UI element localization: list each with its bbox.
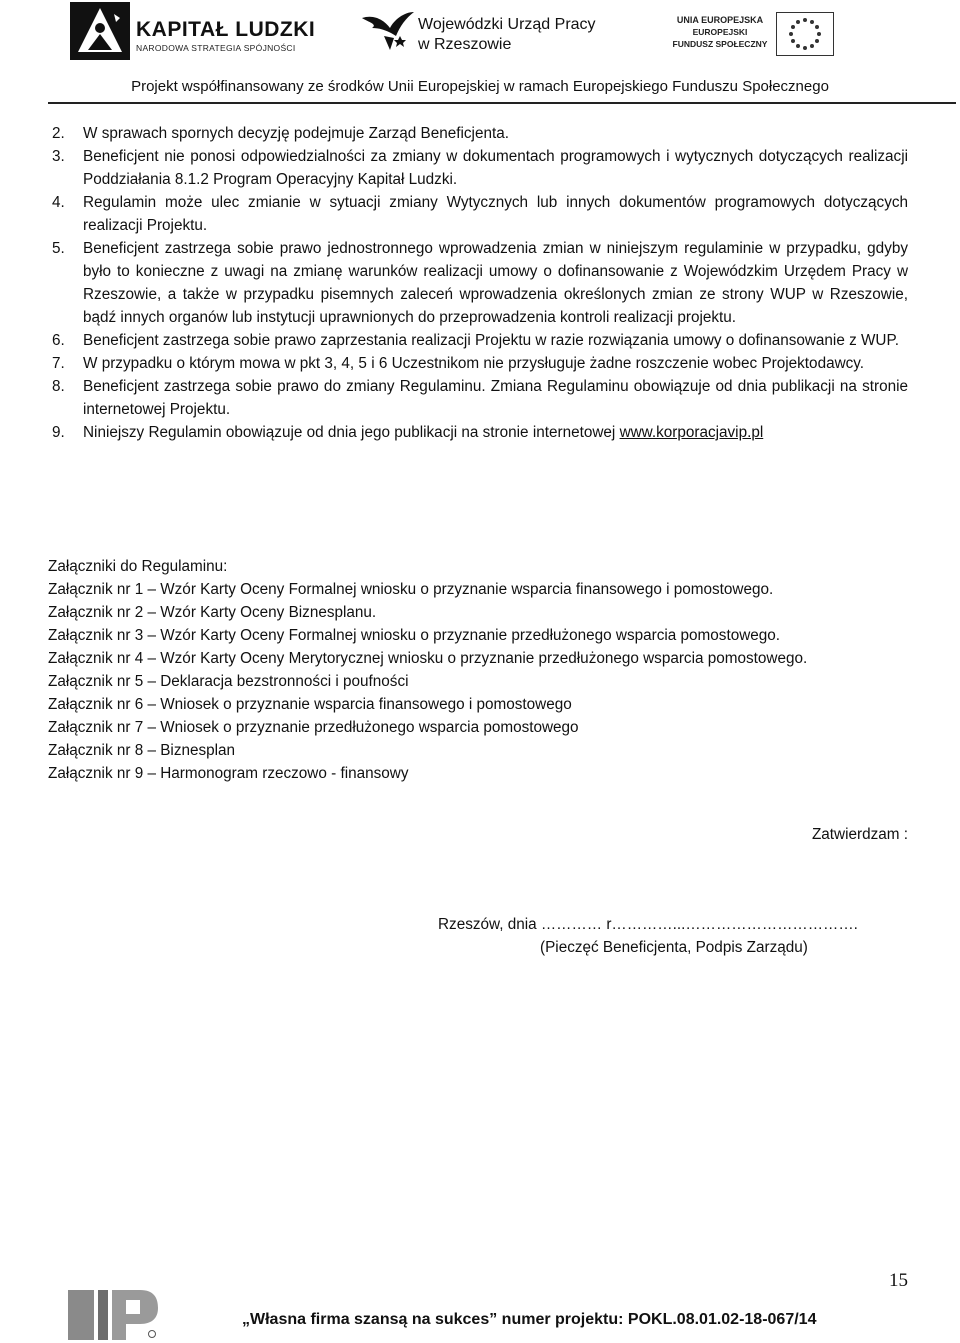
eu-line1: UNIA EUROPEJSKA (676, 15, 764, 25)
attachment-item: Załącznik nr 9 – Harmonogram rzeczowo - finansowy (48, 765, 409, 782)
signature-caption: (Pieczęć Beneficjenta, Podpis Zarządu) (540, 939, 808, 956)
kapital-ludzki-emblem-icon (70, 2, 130, 60)
list-item (48, 237, 908, 329)
place-date-line: Rzeszów, dnia ………… r…………...……………………………. (438, 916, 858, 933)
header-divider (48, 102, 956, 104)
attachment-item: Załącznik nr 2 – Wzór Karty Oceny Biznesplanu. (48, 604, 377, 621)
attachment-item: Załącznik nr 8 – Biznesplan (48, 742, 236, 759)
item-text: W przypadku o którym mowa w pkt 3, 4, 5 i 6 Uczestnikom nie przysługuje żadne roszczenie wobec Projektodawcy. (83, 355, 865, 372)
list-item (48, 421, 908, 444)
item-text: Beneficjent nie ponosi odpowiedzialności za zmiany w dokumentach programowych i wytycznych dotyczących realizacji Poddziałania 8.1.2 Program Operacyjny Kapitał Ludzki. (83, 148, 908, 188)
attachment-item: Załącznik nr 1 – Wzór Karty Oceny Formalnej wniosku o przyznanie wsparcia finansowego i pomostowego. (48, 581, 774, 598)
item-number: 2. (52, 125, 65, 142)
page-header (0, 0, 960, 104)
item-text: Beneficjent zastrzega sobie prawo zaprzestania realizacji Projektu w razie rozwiązania umowy o dofinansowanie z WUP. (83, 332, 899, 349)
attachment-item: Załącznik nr 7 – Wniosek o przyznanie przedłużonego wsparcia pomostowego (48, 719, 579, 736)
project-website-link[interactable]: www.korporacjavip.pl (619, 424, 764, 441)
eu-flag-icon (776, 12, 834, 56)
attachments-heading: Załączniki do Regulaminu: (48, 558, 228, 575)
attachment-item: Załącznik nr 3 – Wzór Karty Oceny Formalnej wniosku o przyznanie przedłużonego wsparcia pomostowego. (48, 627, 781, 644)
kapital-ludzki-title: KAPITAŁ LUDZKI (136, 18, 316, 41)
cofinancing-note: Projekt współfinansowany ze środków Unii Europejskiej w ramach Europejskiego Funduszu Społecznego (131, 78, 829, 95)
provisions-list (48, 122, 908, 444)
list-item (48, 329, 908, 352)
wup-bird-icon (360, 6, 416, 56)
eu-line3: FUNDUSZ SPOŁECZNY (672, 39, 768, 49)
eu-logo (662, 12, 842, 56)
footer-slogan: „Własna firma szansą na sukces” numer projektu: POKL.08.01.02-18-067/14 (242, 1311, 817, 1328)
eu-logo-text (670, 14, 770, 50)
eu-line2: EUROPEJSKI (692, 27, 748, 37)
attachments-section (48, 555, 908, 785)
item-text: Regulamin może ulec zmianie w sytuacji zmiany Wytycznych lub innych dokumentów programowych dotyczących realizacji Projektu. (83, 194, 908, 234)
vip-logo-icon (68, 1284, 160, 1340)
list-item (48, 145, 908, 191)
attachment-item: Załącznik nr 4 – Wzór Karty Oceny Merytorycznej wniosku o przyznanie przedłużonego wsparcia pomostowego. (48, 650, 808, 667)
item-number: 6. (52, 332, 65, 349)
list-item (48, 191, 908, 237)
list-item (48, 122, 908, 145)
wup-logo (360, 6, 610, 56)
item-number: 7. (52, 355, 65, 372)
list-item (48, 375, 908, 421)
approval-label: Zatwierdzam : (811, 826, 908, 843)
item-text: W sprawach spornych decyzję podejmuje Zarząd Beneficjenta. (83, 125, 509, 142)
wup-name-line2: w Rzeszowie (418, 36, 512, 53)
item-text-lead: Niniejszy Regulamin obowiązuje od dnia jego publikacji na stronie internetowej (83, 424, 620, 441)
attachment-item: Załącznik nr 6 – Wniosek o przyznanie wsparcia finansowego i pomostowego (48, 696, 572, 713)
page-number: 15 (889, 1270, 908, 1291)
item-number: 5. (52, 240, 65, 257)
list-item (48, 352, 908, 375)
item-number: 9. (52, 424, 65, 441)
item-number: 8. (52, 378, 65, 395)
item-number: 3. (52, 148, 65, 165)
kapital-ludzki-subtitle: NARODOWA STRATEGIA SPÓJNOŚCI (136, 43, 296, 53)
kapital-ludzki-logo (70, 2, 316, 60)
item-number: 4. (52, 194, 65, 211)
item-text: Beneficjent zastrzega sobie prawo jednostronnego wprowadzenia zmian w niniejszym regulaminie w przypadku, gdyby było to konieczne z uwagi na zmianę warunków realizacji umowy o dofinansowanie z Wojewódzkim Urzędem Pracy w Rzeszowie, a także w przypadku pisemnych zaleceń wprowadzenia określonych zmian ze strony WUP w Rzeszowie, bądź innych organów lub instytucji uprawnionych do przeprowadzenia kontroli realizacji projektu. (83, 240, 908, 326)
attachment-item: Załącznik nr 5 – Deklaracja bezstronności i poufności (48, 673, 409, 690)
item-text (83, 421, 908, 444)
item-text: Beneficjent zastrzega sobie prawo do zmiany Regulaminu. Zmiana Regulaminu obowiązuje od dnia publikacji na stronie internetowej Projektu. (83, 378, 908, 418)
wup-name-line1: Wojewódzki Urząd Pracy (418, 16, 596, 33)
